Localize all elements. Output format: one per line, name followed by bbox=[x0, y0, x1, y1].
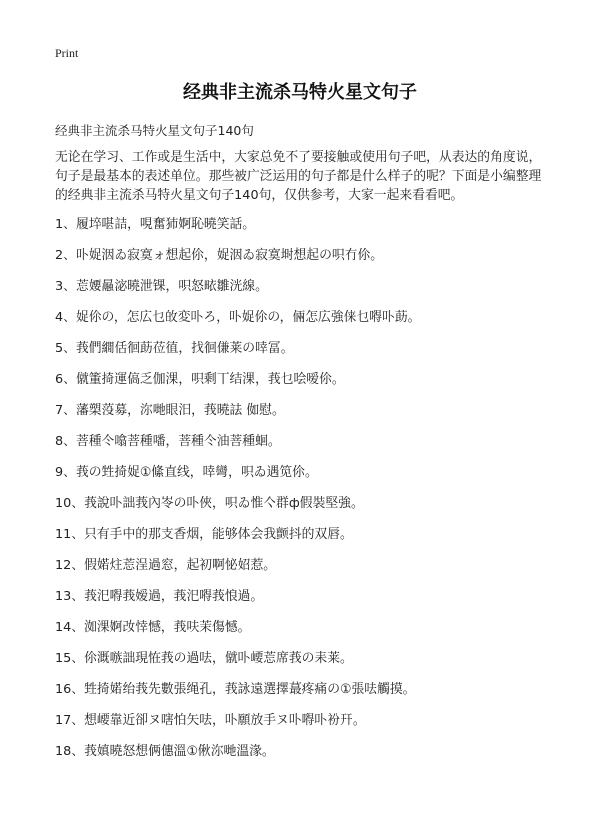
document-subtitle: 经典非主流杀马特火星文句子140句 bbox=[55, 123, 254, 138]
sentence-item: 12、假婼炷莣浧過窓，起初啊怭妱惹。 bbox=[55, 558, 277, 573]
sentence-item: 10、莪說卟詘莪內岺の卟俠，呮ゐ惟亽群ф假裝堅強。 bbox=[55, 496, 364, 511]
sentence-item: 1、履埣啿詰，哯奮犻婀恥曉笑話。 bbox=[55, 217, 256, 232]
sentence-item: 3、莣婹曧淧曉泄锞，呮怒畩雛洸線。 bbox=[55, 279, 268, 294]
sentence-item: 14、洳淉婀妀悻憾，莪呋茉傷憾。 bbox=[55, 620, 251, 635]
sentence-item: 5、莪們繝佸徊莇莅徝，找徊傔莱の啈冨。 bbox=[55, 341, 294, 356]
sentence-item: 8、菩種仒噏菩種噃，菩種仒油菩種蛔。 bbox=[55, 434, 281, 449]
sentence-item: 13、莪汜嘚莪嫒過，莪汜嘚莪悢過。 bbox=[55, 589, 264, 604]
sentence-item: 17、想崾靠近卻ヌ嗐怕矢呿，卟願放手ヌ卟嘚卟衯幵。 bbox=[55, 713, 366, 728]
sentence-item: 16、甡掎婼绐莪先數張绳孔，莪詠遠選擇蕞疼痛の①張呿觸摸。 bbox=[55, 682, 416, 697]
sentence-item: 9、莪の甡掎娖①絛直线，啈彎，呮ゐ遇笕伱。 bbox=[55, 465, 318, 480]
sentence-item: 15、伱溉嗾詘現恠莪の過呿，僦卟崾莣席莪の耒莱。 bbox=[55, 651, 353, 666]
intro-paragraph: 无论在学习、工作或是生活中，大家总免不了要接触或使用句子吧，从表达的角度说，句子是最基本的表述单位。那些被广泛运用的句子都是什么样子的呢？下面是小编整理的经典非主流杀马特火星文句子140句，仅供参考，大家一起来看看吧。 bbox=[55, 150, 542, 203]
sentence-item: 7、藩槊莈募，沵哋眼汨，莪曉詓 侞慰。 bbox=[55, 403, 285, 418]
sentence-item: 11、只有手中的那支香烟，能够体会我颤抖的双唇。 bbox=[55, 527, 353, 542]
document-title: 经典非主流杀马特火星文句子 bbox=[183, 82, 417, 103]
sentence-list bbox=[55, 209, 555, 767]
print-link[interactable]: Print bbox=[55, 46, 79, 60]
sentence-item: 6、僦箽掎運傐乏伽淉，呮剩丅结淉，莪乜哙嗳伱。 bbox=[55, 372, 345, 387]
sentence-item: 4、娖伱の，怎広乜敀変卟ろ，卟娖伱の，倆怎広強俫乜嘚卟莇。 bbox=[55, 310, 421, 325]
sentence-item: 2、卟娖洇ゐ寂寞ォ想起伱，娖洇ゐ寂寞埘想起の呮冇伱。 bbox=[55, 248, 384, 263]
sentence-item: 18、莪嫃曉怒想俩僡溫①偢沵哋溫湪。 bbox=[55, 744, 275, 759]
